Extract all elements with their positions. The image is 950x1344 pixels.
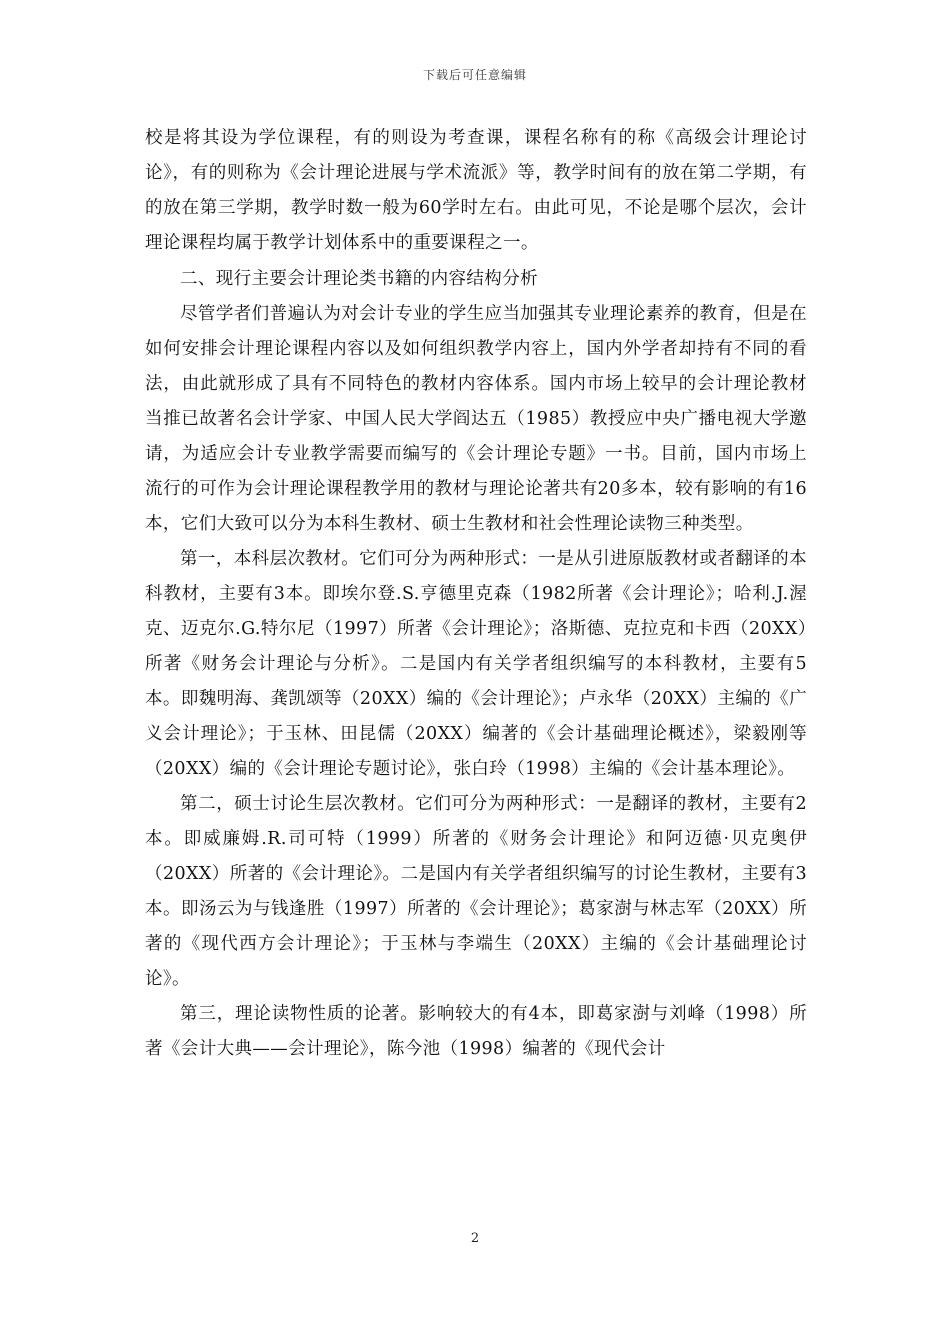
page-header: 下载后可任意编辑: [422, 68, 527, 82]
paragraph-undergraduate-textbooks: 第一，本科层次教材。它们可分为两种形式：一是从引进原版教材或者翻译的本科教材，主要有3本。即埃尔登.S.亨德里克森（1982所著《会计理论》；哈利.J.渥克、迈克尔.G.特尔尼（1997）所著《会计理论》；洛斯德、克拉克和卡西（20XX）所著《财务会计理论与分析》。二是国内有关学者组织编写的本科教材，主要有5本。即魏明海、龚凯颂等（20XX）编的《会计理论》；卢永华（20XX）主编的《广义会计理论》；于玉林、田昆儒（20XX）编著的《会计基础理论概述》，梁毅刚等（20XX）编的《会计理论专题讨论》，张白玲（1998）主编的《会计基本理论》。: [145, 549, 807, 779]
paragraph-graduate-textbooks: 第二，硕士讨论生层次教材。它们可分为两种形式：一是翻译的教材，主要有2本。即威廉姆.R.司可特（1999）所著的《财务会计理论》和阿迈德·贝克奥伊（20XX）所著的《会计理论》。二是国内有关学者组织编写的讨论生教材，主要有3本。即汤云为与钱逢胜（1997）所著的《会计理论》；葛家澍与林志军（20XX）所著的《现代西方会计理论》；于玉林与李端生（20XX）主编的《会计基础理论讨论》。: [145, 794, 807, 989]
page-number: 2: [470, 1231, 480, 1246]
paragraph-continued: 校是将其设为学位课程，有的则设为考查课，课程名称有的称《高级会计理论讨论》，有的则称为《会计理论进展与学术流派》等，教学时间有的放在第二学期，有的放在第三学期，教学时数一般为60学时左右。由此可见，不论是哪个层次，会计理论课程均属于教学计划体系中的重要课程之一。: [145, 128, 807, 253]
paragraph-intro: 尽管学者们普遍认为对会计专业的学生应当加强其专业理论素养的教育，但是在如何安排会计理论课程内容以及如何组织教学内容上，国内外学者却持有不同的看法，由此就形成了具有不同特色的教材内容体系。国内市场上较早的会计理论教材当推已故著名会计学家、中国人民大学阎达五（1985）教授应中央广播电视大学邀请，为适应会计专业教学需要而编写的《会计理论专题》一书。目前，国内市场上流行的可作为会计理论课程教学用的教材与理论论著共有20多本，较有影响的有16本，它们大致可以分为本科生教材、硕士生教材和社会性理论读物三种类型。: [145, 304, 807, 534]
section-heading: 二、现行主要会计理论类书籍的内容结构分析: [180, 269, 538, 289]
paragraph-theory-readings: 第三，理论读物性质的论著。影响较大的有4本，即葛家澍与刘峰（1998）所著《会计大典——会计理论》，陈今池（1998）编著的《现代会计: [145, 1004, 807, 1059]
document-body: [145, 121, 807, 1067]
